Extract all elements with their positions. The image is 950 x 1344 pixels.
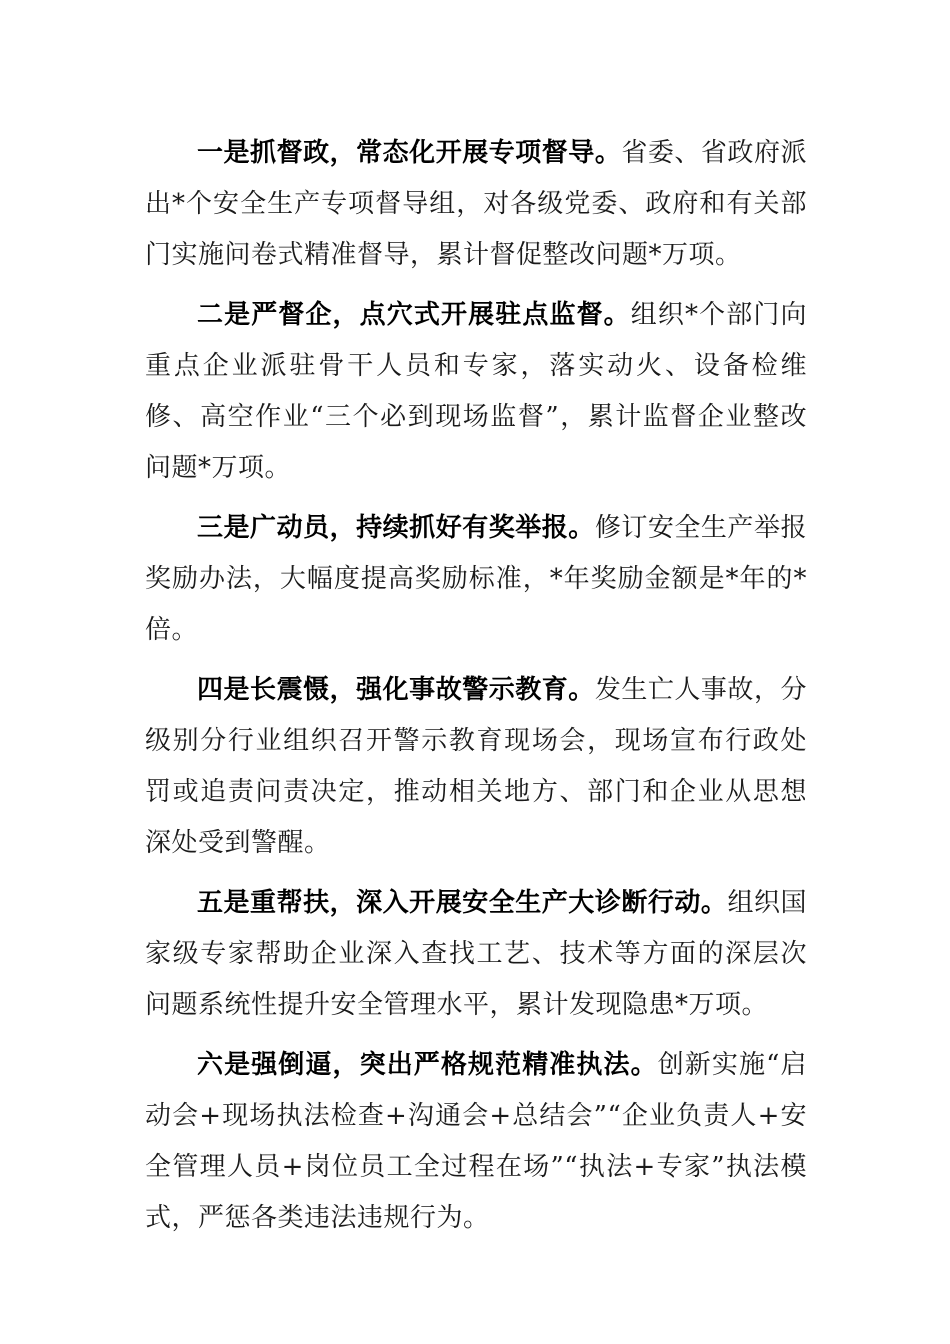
- paragraph-2-lead: 二是严督企，点穴式开展驻点监督。: [197, 300, 631, 330]
- paragraph-3-body: 修订安全生产举报奖励办法，大幅度提高奖励标准，*年奖励金额是*年的*倍。: [145, 513, 807, 645]
- paragraph-5-body: 组织国家级专家帮助企业深入查找工艺、技术等方面的深层次问题系统性提升安全管理水平，累计发现隐患*万项。: [145, 888, 807, 1020]
- paragraph-3: [145, 503, 807, 656]
- paragraph-5: [145, 878, 807, 1031]
- paragraph-4-body: 发生亡人事故，分级别分行业组织召开警示教育现场会，现场宣布行政处罚或追责问责决定，推动相关地方、部门和企业从思想深处受到警醒。: [145, 675, 807, 858]
- paragraph-1-body: 省委、省政府派出*个安全生产专项督导组，对各级党委、政府和有关部门实施问卷式精准督导，累计督促整改问题*万项。: [145, 138, 807, 270]
- paragraph-1: [145, 128, 807, 281]
- paragraph-6-body: 创新实施“启动会+现场执法检查+沟通会+总结会”“企业负责人+安全管理人员+岗位员工全过程在场”“执法+专家”执法模式，严惩各类违法违规行为。: [145, 1050, 807, 1233]
- paragraph-6-lead: 六是强倒逼，突出严格规范精准执法。: [197, 1050, 658, 1080]
- paragraph-2-body: 组织*个部门向重点企业派驻骨干人员和专家，落实动火、设备检维修、高空作业“三个必到现场监督”，累计监督企业整改问题*万项。: [145, 300, 807, 483]
- paragraph-6: [145, 1040, 807, 1244]
- paragraph-2: [145, 290, 807, 494]
- paragraph-3-lead: 三是广动员，持续抓好有奖举报。: [197, 513, 595, 543]
- paragraph-4-lead: 四是长震慑，强化事故警示教育。: [197, 675, 595, 705]
- paragraph-5-lead: 五是重帮扶，深入开展安全生产大诊断行动。: [197, 888, 728, 918]
- paragraph-1-lead: 一是抓督政，常态化开展专项督导。: [197, 138, 622, 168]
- paragraph-4: [145, 665, 807, 869]
- document-body: [145, 128, 807, 1253]
